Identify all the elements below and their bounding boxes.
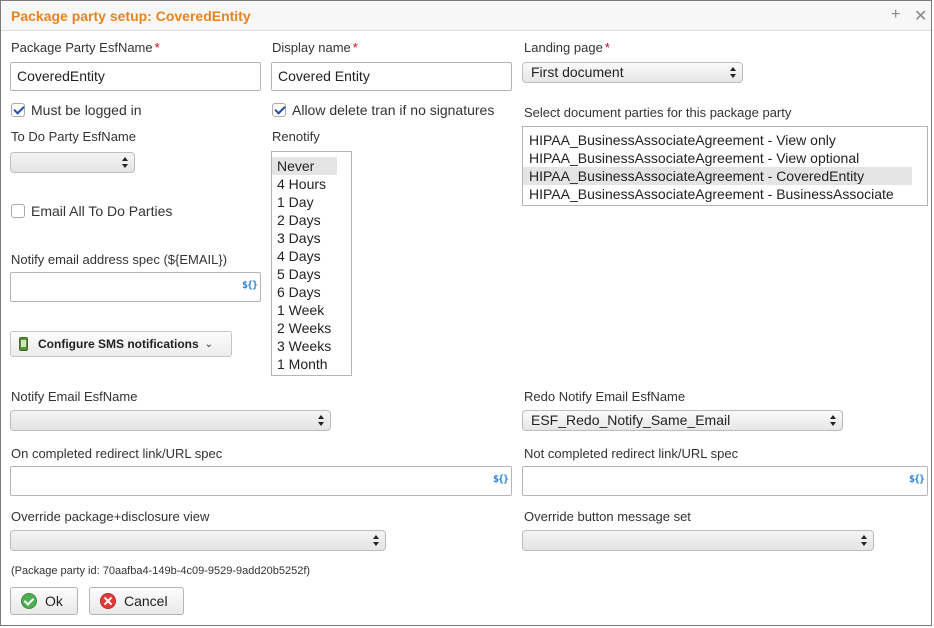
allow-delete-label: Allow delete tran if no signatures (292, 102, 495, 118)
esfname-input[interactable]: CoveredEntity (10, 62, 261, 91)
select-arrows-icon (122, 155, 129, 170)
dialog-title: Package party setup: CoveredEntity (11, 8, 251, 24)
renotify-option[interactable]: 1 Day (277, 194, 314, 210)
must-be-logged-in-checkbox[interactable] (11, 103, 25, 117)
doc-parties-listbox[interactable] (522, 126, 928, 206)
todo-party-select[interactable] (10, 152, 135, 173)
not-completed-redirect-input[interactable] (523, 467, 897, 495)
renotify-label: Renotify (272, 129, 320, 144)
esfname-label: Package Party EsfName * (11, 40, 160, 55)
renotify-option[interactable]: 5 Days (277, 266, 321, 282)
completed-redirect-field (10, 466, 512, 496)
landing-page-select[interactable] (522, 62, 743, 83)
field-spec-icon[interactable]: ${} (492, 474, 508, 485)
renotify-option[interactable]: 3 Weeks (277, 338, 332, 354)
renotify-option[interactable]: 2 Days (277, 212, 321, 228)
doc-parties-label: Select document parties for this package party (524, 105, 792, 120)
package-party-id: (Package party id: 70aafba4-149b-4c09-9529-9add20b5252f) (11, 565, 311, 577)
notify-email-spec-input[interactable] (11, 273, 230, 301)
close-icon[interactable]: ✕ (914, 8, 928, 25)
display-name-label: Display name * (272, 40, 358, 55)
phone-icon (19, 337, 28, 351)
field-spec-icon[interactable]: ${} (241, 280, 257, 291)
doc-party-option[interactable]: HIPAA_BusinessAssociateAgreement - View only (529, 132, 836, 148)
ok-button[interactable] (10, 587, 78, 615)
configure-sms-label: Configure SMS notifications (38, 337, 199, 351)
notify-email-spec-label: Notify email address spec (${EMAIL}) (11, 252, 228, 267)
override-view-label: Override package+disclosure view (11, 509, 210, 524)
doc-party-option[interactable]: HIPAA_BusinessAssociateAgreement - BusinessAssociate (529, 186, 894, 202)
completed-redirect-input[interactable] (11, 467, 481, 495)
select-arrows-icon (730, 65, 737, 80)
redo-notify-label: Redo Notify Email EsfName (524, 389, 686, 404)
email-all-label: Email All To Do Parties (31, 203, 173, 219)
landing-page-label: Landing page * (524, 40, 610, 55)
notify-email-spec-field (10, 272, 261, 302)
configure-sms-button[interactable] (10, 331, 232, 357)
plus-icon[interactable]: + (891, 6, 901, 23)
field-spec-icon[interactable]: ${} (908, 474, 924, 485)
redo-notify-select[interactable] (522, 410, 843, 431)
completed-redirect-label: On completed redirect link/URL spec (11, 446, 223, 461)
override-button-label: Override button message set (524, 509, 691, 524)
override-view-select[interactable] (10, 530, 386, 551)
select-arrows-icon (861, 533, 868, 548)
renotify-option[interactable]: 3 Days (277, 230, 321, 246)
landing-page-value: First document (531, 64, 624, 80)
renotify-option-selected[interactable]: Never (272, 157, 337, 175)
doc-party-option[interactable]: HIPAA_BusinessAssociateAgreement - View optional (529, 150, 860, 166)
select-arrows-icon (830, 413, 837, 428)
notify-email-esfname-select[interactable] (10, 410, 331, 431)
renotify-option[interactable]: 1 Week (277, 302, 325, 318)
ok-button-label: Ok (45, 593, 63, 609)
select-arrows-icon (318, 413, 325, 428)
not-completed-redirect-field (522, 466, 928, 496)
display-name-input[interactable]: Covered Entity (271, 62, 512, 91)
renotify-option[interactable]: 2 Weeks (277, 320, 332, 336)
dialog-titlebar[interactable] (1, 1, 931, 31)
cancel-circle-icon (100, 593, 116, 609)
select-arrows-icon (373, 533, 380, 548)
not-completed-redirect-label: Not completed redirect link/URL spec (524, 446, 739, 461)
notify-email-esfname-label: Notify Email EsfName (11, 389, 138, 404)
cancel-button[interactable] (89, 587, 184, 615)
override-button-select[interactable] (522, 530, 874, 551)
email-all-checkbox[interactable] (11, 204, 25, 218)
must-be-logged-in-label: Must be logged in (31, 102, 142, 118)
renotify-option[interactable]: 4 Hours (277, 176, 327, 192)
cancel-button-label: Cancel (124, 593, 168, 609)
renotify-listbox[interactable] (271, 151, 352, 376)
allow-delete-checkbox[interactable] (272, 103, 286, 117)
todo-party-label: To Do Party EsfName (11, 129, 136, 144)
renotify-option[interactable]: 6 Days (277, 284, 321, 300)
renotify-option[interactable]: 1 Month (277, 356, 328, 372)
renotify-option[interactable]: 4 Days (277, 248, 321, 264)
check-circle-icon (21, 593, 37, 609)
redo-notify-value: ESF_Redo_Notify_Same_Email (531, 412, 731, 428)
chevron-down-icon: ⌄ (204, 338, 214, 350)
doc-party-option-selected[interactable]: HIPAA_BusinessAssociateAgreement - CoveredEntity (523, 167, 912, 185)
